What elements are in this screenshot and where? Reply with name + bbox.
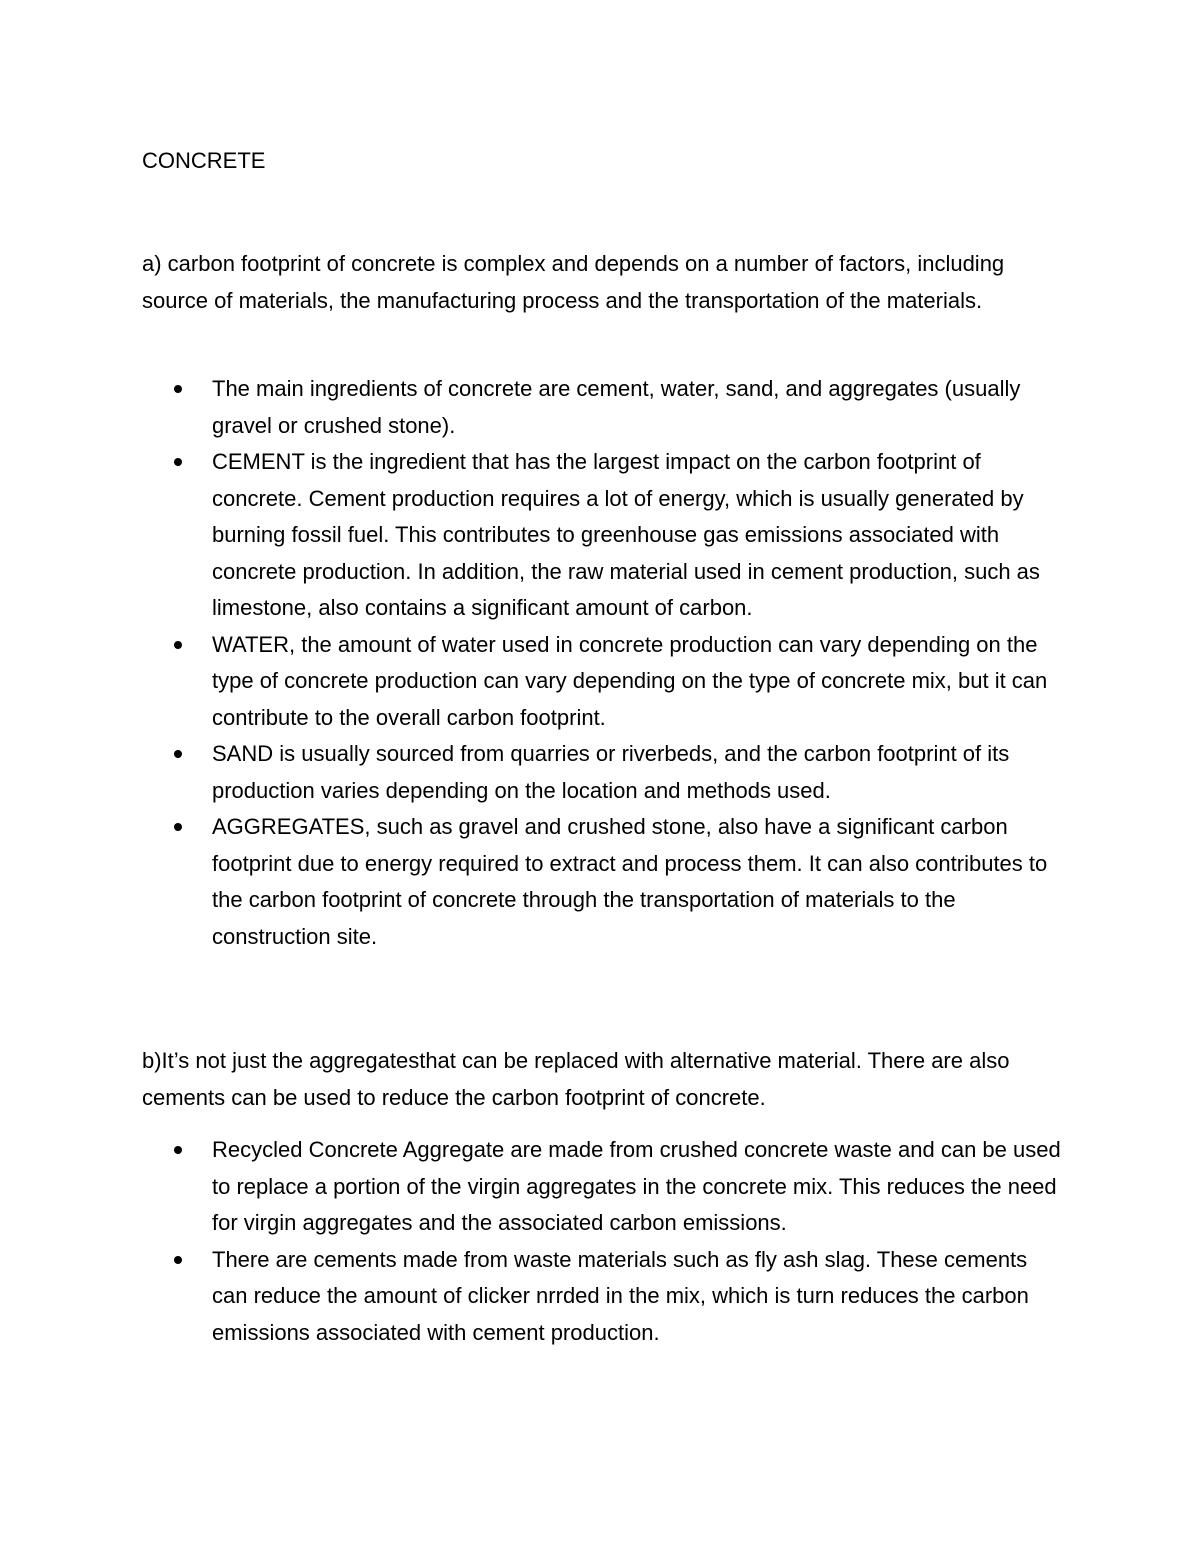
bullet-icon xyxy=(174,385,182,393)
bullet-icon xyxy=(174,823,182,831)
section-b-bullet-list xyxy=(142,1132,1062,1351)
list-item-text: SAND is usually sourced from quarries or riverbeds, and the carbon footprint of its production varies depending on the location and methods used. xyxy=(212,741,1010,803)
list-item-text: There are cements made from waste materials such as fly ash slag. These cements can reduce the amount of clicker nrrded in the mix, which is turn reduces the carbon emissions associated with cement production. xyxy=(212,1246,1029,1345)
list-item xyxy=(142,627,1062,737)
bullet-icon xyxy=(174,641,182,649)
list-item-text: Recycled Concrete Aggregate are made from crushed concrete waste and can be used to replace a portion of the virgin aggregates in the concrete mix. This reduces the need for virgin aggregates and the associated carbon emissions. xyxy=(212,1137,1061,1235)
list-item-text: AGGREGATES, such as gravel and crushed stone, also have a significant carbon footprint due to energy required to extract and process them. It can also contributes to the carbon footprint of concrete through the transportation of materials to the construction site. xyxy=(212,814,1048,949)
list-item xyxy=(142,809,1062,955)
list-item xyxy=(142,736,1062,809)
section-b-intro: b)It’s not just the aggregatesthat can be replaced with alternative material. There are also cements can be used to reduce the carbon footprint of concrete. xyxy=(142,1048,1010,1110)
bullet-icon xyxy=(174,458,182,466)
bullet-icon xyxy=(174,750,182,758)
list-item-text: CEMENT is the ingredient that has the largest impact on the carbon footprint of concrete. Cement production requires a lot of energy, which is usually generated by burning fossil fuel. This contributes to greenhouse gas emissions associated with concrete production. In addition, the raw material used in cement production, such as limestone, also contains a significant amount of carbon. xyxy=(212,449,1040,620)
list-item-text: WATER, the amount of water used in concrete production can vary depending on the type of concrete production can vary depending on the type of concrete mix, but it can contribute to the overall carbon footprint. xyxy=(212,631,1048,730)
section-a-bullet-list xyxy=(142,371,1062,955)
list-item xyxy=(142,444,1062,627)
list-item-text: The main ingredients of concrete are cement, water, sand, and aggregates (usually gravel or crushed stone). xyxy=(212,376,1021,438)
bullet-icon xyxy=(174,1256,182,1264)
list-item xyxy=(142,371,1062,444)
list-item xyxy=(142,1242,1062,1352)
section-a-intro: a) carbon footprint of concrete is complex and depends on a number of factors, including source of materials, the manufacturing process and the transportation of the materials. xyxy=(142,251,1005,313)
bullet-icon xyxy=(174,1146,182,1154)
list-item xyxy=(142,1132,1062,1242)
document-title: CONCRETE xyxy=(142,148,266,173)
